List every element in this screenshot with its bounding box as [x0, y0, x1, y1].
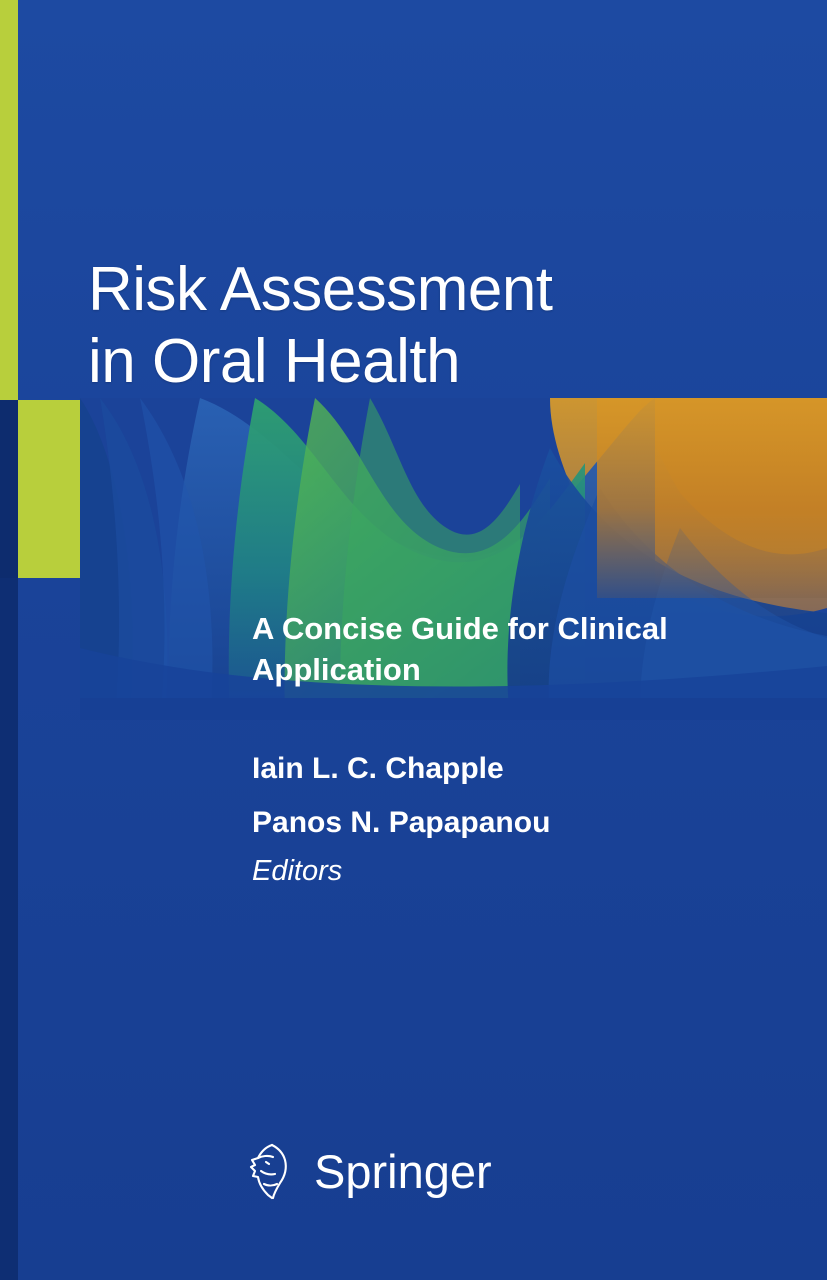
green-accent-block: [18, 400, 80, 578]
author-name: Panos N. Papapanou: [252, 806, 551, 839]
book-title-line-2: in Oral Health: [88, 327, 461, 397]
springer-horse-icon: [242, 1140, 300, 1202]
author-list: [252, 742, 772, 850]
publisher-name: Springer: [314, 1144, 492, 1198]
book-subtitle: A Concise Guide for Clinical Application: [252, 611, 668, 688]
author-name: Iain L. C. Chapple: [252, 752, 504, 785]
green-accent-stripe-top: [0, 0, 18, 400]
book-title: [88, 254, 728, 399]
left-edge-stripe-lower: [0, 400, 18, 578]
book-title-line-1: Risk Assessment: [88, 254, 553, 324]
publisher-logo: [242, 1140, 492, 1202]
editors-role-label: Editors: [252, 855, 343, 887]
